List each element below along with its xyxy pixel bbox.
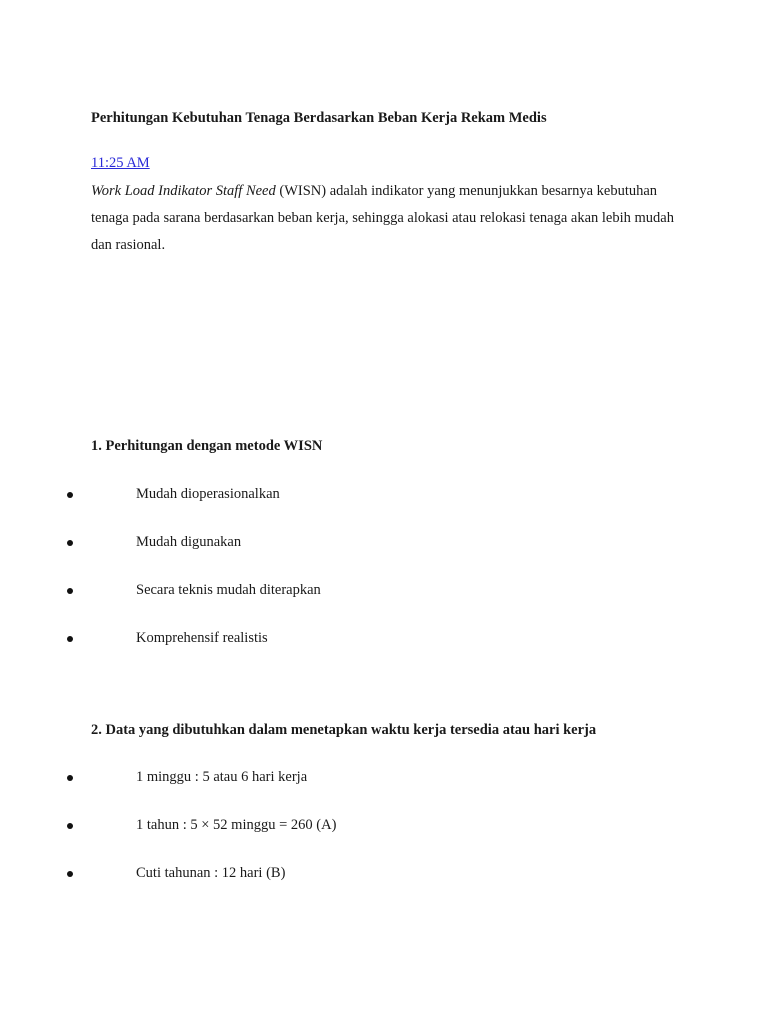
bullet-icon: [67, 588, 73, 594]
bullet-icon: [67, 871, 73, 877]
list-item: [0, 769, 768, 791]
list-item-text: Secara teknis mudah diterapkan: [136, 582, 321, 598]
post-time-link[interactable]: 11:25 AM: [91, 155, 150, 171]
list-item-text: Mudah digunakan: [136, 534, 242, 550]
list-item-text: Cuti tahunan : 12 hari (B): [136, 865, 286, 881]
list-item-text: 1 tahun : 5 × 52 minggu = 260 (A): [136, 817, 337, 833]
list-item: [0, 486, 768, 508]
intro-italic-term: Work Load Indikator Staff Need: [91, 183, 276, 199]
list-item: [0, 630, 768, 652]
bullet-icon: [67, 823, 73, 829]
section-heading-work-data: 2. Data yang dibutuhkan dalam menetapkan waktu kerja tersedia atau hari kerja: [91, 722, 597, 738]
list-item-text: Komprehensif realistis: [136, 630, 268, 646]
list-item: [0, 865, 768, 887]
bullet-icon: [67, 492, 73, 498]
list-item-text: Mudah dioperasionalkan: [136, 486, 280, 502]
bullet-icon: [67, 775, 73, 781]
intro-paragraph: [91, 178, 681, 259]
intro-text: (WISN) adalah indikator yang menunjukkan besarnya kebutuhan tenaga pada sarana berdasarkan beban kerja, sehingga alokasi atau relokasi tenaga akan lebih mudah dan rasional.: [91, 183, 674, 253]
section-heading-wisn: 1. Perhitungan dengan metode WISN: [91, 438, 323, 454]
list-item: [0, 582, 768, 604]
document-title: Perhitungan Kebutuhan Tenaga Berdasarkan Beban Kerja Rekam Medis: [91, 110, 547, 126]
list-item-text: 1 minggu : 5 atau 6 hari kerja: [136, 769, 308, 785]
bullet-icon: [67, 636, 73, 642]
list-item: [0, 534, 768, 556]
list-item: [0, 817, 768, 839]
bullet-icon: [67, 540, 73, 546]
